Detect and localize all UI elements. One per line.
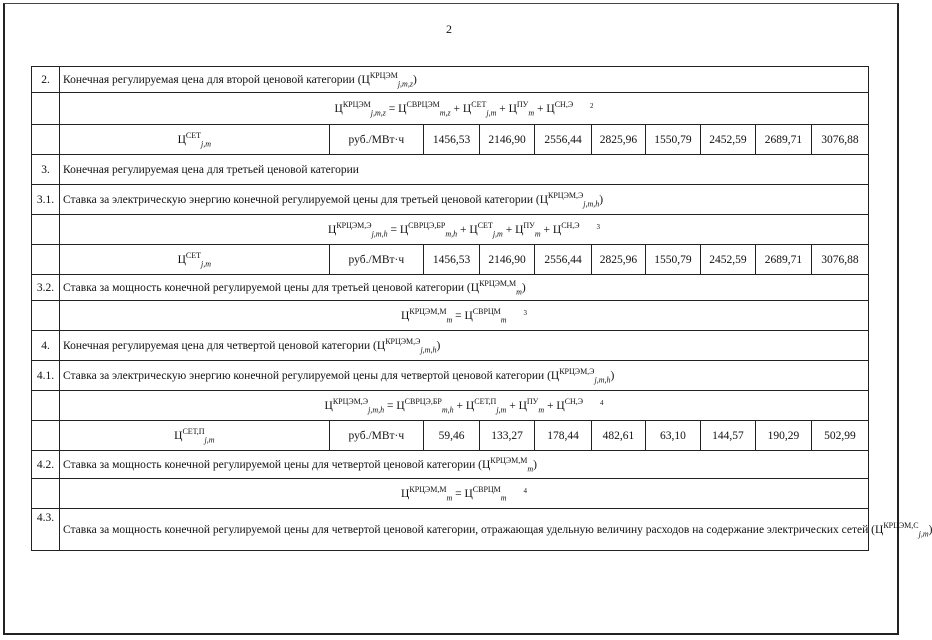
footnote-ref: 2	[589, 102, 594, 110]
value-cell: 2146,90	[480, 125, 535, 155]
value-cell: 2146,90	[480, 245, 535, 275]
value-cell: 2452,59	[700, 245, 755, 275]
section-row-3-1	[32, 185, 869, 215]
value-cell: 482,61	[592, 421, 646, 451]
formula: $Ц^{КРЦЭМ,М}_m = Ц^{СВРЦМ}_m$ $^4$	[60, 479, 869, 509]
value-cell: 1550,79	[645, 245, 700, 275]
section-row-2	[32, 67, 869, 93]
section-row-4-3	[32, 509, 869, 551]
value-cell: 2452,59	[700, 125, 755, 155]
row-label: Ставка за мощность конечной регулируемой цены для третьей ценовой категории $(Ц^{КРЦЭМ,М}_m)$	[60, 275, 869, 301]
value-symbol: $Ц^{СЕТ}_{j,m}$	[60, 125, 330, 155]
unit-cell: руб./МВт·ч	[329, 125, 423, 155]
row-number: 3.	[32, 155, 60, 185]
row-label: Конечная регулируемая цена для второй ценовой категории $(Ц^{КРЦЭМ}_{j,m,z})$	[60, 67, 869, 93]
value-cell: 133,27	[480, 421, 535, 451]
value-cell: 2689,71	[755, 245, 811, 275]
value-cell: 59,46	[424, 421, 480, 451]
value-symbol: $Ц^{СЕТ,П}_{j,m}$	[60, 421, 330, 451]
row-number: 3.2.	[32, 275, 60, 301]
value-cell: 3076,88	[811, 245, 868, 275]
formula-row	[32, 93, 869, 125]
row-number: 4.3.	[32, 509, 60, 551]
section-row-4	[32, 331, 869, 361]
section-row-4-1	[32, 361, 869, 391]
page-number: 2	[446, 22, 452, 36]
value-cell: 2825,96	[592, 245, 646, 275]
formula-row	[32, 301, 869, 331]
row-number: 3.1.	[32, 185, 60, 215]
row-label: Конечная регулируемая цена для третьей ценовой категории	[60, 155, 869, 185]
unit-cell: руб./МВт·ч	[329, 245, 423, 275]
footnote-ref: 3	[596, 223, 600, 231]
values-row	[32, 421, 869, 451]
unit-cell: руб./МВт·ч	[329, 421, 423, 451]
row-label: Ставка за электрическую энергию конечной регулируемой цены для третьей ценовой категории $(Ц^{КРЦЭМ,Э}_{j,m,h})$	[60, 185, 869, 215]
value-cell: 144,57	[700, 421, 755, 451]
formula: $Ц^{КРЦЭМ,Э}_{j,m,h} = Ц^{СВРЦЭ,БР}_{m,h} + Ц^{СЕТ}_{j,m} + Ц^{ПУ}_m + Ц^{СН,Э}$ $^3$	[60, 215, 869, 245]
values-row	[32, 125, 869, 155]
formula-row	[32, 479, 869, 509]
formula: $Ц^{КРЦЭМ,Э}_{j,m,h} = Ц^{СВРЦЭ,БР}_{m,h} + Ц^{СЕТ,П}_{j,m} + Ц^{ПУ}_m + Ц^{СН,Э}$ $^4$	[60, 391, 869, 421]
row-label: Конечная регулируемая цена для четвертой ценовой категории $(Ц^{КРЦЭМ,Э}_{j,m,h})$	[60, 331, 869, 361]
row-number: 2.	[32, 67, 60, 93]
value-cell: 178,44	[535, 421, 592, 451]
value-cell: 63,10	[645, 421, 700, 451]
row-number: 4.2.	[32, 451, 60, 479]
value-cell: 2556,44	[535, 245, 592, 275]
section-row-4-2	[32, 451, 869, 479]
value-cell: 2556,44	[535, 125, 592, 155]
value-cell: 1456,53	[424, 125, 480, 155]
value-cell: 190,29	[755, 421, 811, 451]
value-cell: 1550,79	[645, 125, 700, 155]
tariff-table	[31, 66, 929, 551]
value-symbol: $Ц^{СЕТ}_{j,m}$	[60, 245, 330, 275]
value-cell: 1456,53	[424, 245, 480, 275]
section-row-3	[32, 155, 869, 185]
value-cell: 3076,88	[811, 125, 868, 155]
values-row	[32, 245, 869, 275]
row-label: Ставка за мощность конечной регулируемой цены для четвертой ценовой категории, отражающая удельную величину расходов на содержание электрических сетей ($Ц^{КРЦЭМ,С}_{j,m}$	[60, 509, 869, 551]
value-cell: 2689,71	[755, 125, 811, 155]
row-number: 4.	[32, 331, 60, 361]
row-label: Ставка за электрическую энергию конечной регулируемой цены для четвертой ценовой категории $(Ц^{КРЦЭМ,Э}_{j,m,h})$	[60, 361, 869, 391]
formula-row	[32, 391, 869, 421]
footnote-ref: 4	[523, 487, 527, 495]
row-label: Ставка за мощность конечной регулируемой цены для четвертой ценовой категории $(Ц^{КРЦЭМ,М}_m)$	[60, 451, 869, 479]
footnote-ref: 4	[599, 399, 604, 407]
value-cell: 2825,96	[592, 125, 646, 155]
value-cell: 502,99	[811, 421, 868, 451]
footnote-ref: 3	[523, 309, 527, 317]
formula: $Ц^{КРЦЭМ}_{j,m,z} = Ц^{СВРЦЭМ}_{m,z} + Ц^{СЕТ}_{j,m} + Ц^{ПУ}_m + Ц^{СН,Э}$ $^2$	[60, 93, 869, 125]
formula-row	[32, 215, 869, 245]
formula: $Ц^{КРЦЭМ,М}_m = Ц^{СВРЦМ}_m$ $^3$	[60, 301, 869, 331]
section-row-3-2	[32, 275, 869, 301]
row-number: 4.1.	[32, 361, 60, 391]
